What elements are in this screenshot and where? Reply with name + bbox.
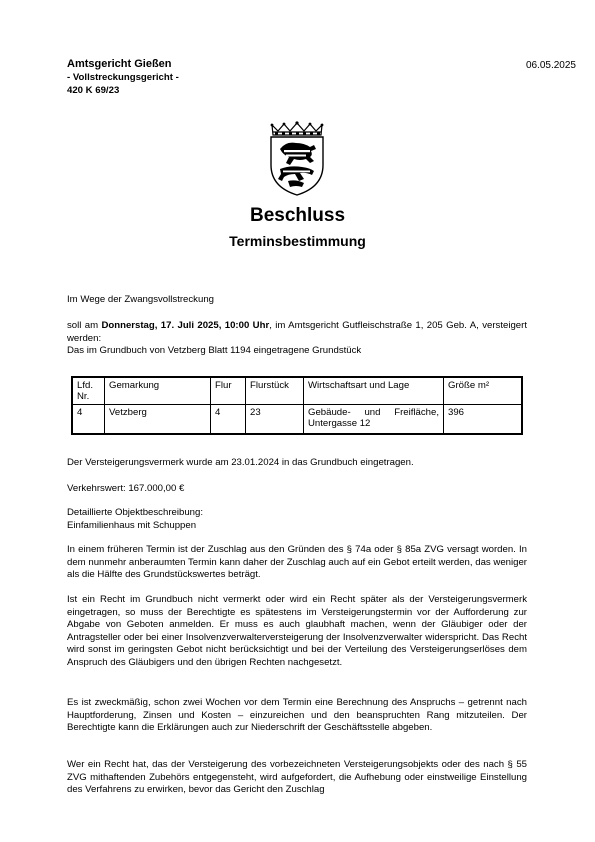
auction-statement <box>67 320 527 345</box>
auction-prefix: soll am <box>67 320 102 331</box>
case-number: 420 K 69/23 <box>67 85 120 96</box>
auction-object-line: Das im Grundbuch von Vetzberg Blatt 1194 eingetragene Grundstück <box>67 345 362 356</box>
paragraph-claim-calculation: Es ist zweckmäßig, schon zwei Wochen vor dem Termin eine Berechnung des Anspruchs – getrennt nach Hauptforderung, Zinsen und Kosten – einzureichen und den beanspruchten Rang mitzuteilen. Der Berechtigte kann die Erklärungen auch zur Niederschrift der Geschäftsstelle abgeben. <box>67 697 527 733</box>
paragraph-opposing-rights: Wer ein Recht hat, das der Versteigerung des vorbezeichneten Versteigerungsobjekts oder des nach § 55 ZVG mithaftenden Zubehörs entgegensteht, wird aufgefordert, die Aufhebung oder einstweilige Einstellung des Verfahrens zu erwirken, bevor das Gericht den Zuschlag <box>67 759 527 795</box>
market-value: Verkehrswert: 167.000,00 € <box>67 483 185 494</box>
description-text: Einfamilienhaus mit Schuppen <box>67 519 197 531</box>
object-description <box>67 507 527 532</box>
table-header-cell: Gemarkung <box>105 377 211 405</box>
intro-text: Im Wege der Zwangsvollstreckung <box>67 294 214 305</box>
auction-date-time: Donnerstag, 17. Juli 2025, 10:00 Uhr <box>101 320 270 331</box>
table-header-cell: Wirtschaftsart und Lage <box>304 377 444 405</box>
table-cell: Vetzberg <box>105 405 211 435</box>
table-cell: 4 <box>211 405 246 435</box>
table-header-cell: Lfd. Nr. <box>72 377 105 405</box>
table-cell: 4 <box>72 405 105 435</box>
property-table <box>71 376 523 435</box>
page-subtitle: Terminsbestimmung <box>229 233 366 249</box>
court-header <box>67 58 179 97</box>
table-row <box>72 405 522 435</box>
hesse-coat-of-arms-icon <box>266 121 328 197</box>
paragraph-rights-registration: Ist ein Recht im Grundbuch nicht vermerkt oder wird ein Recht später als der Versteigerungsvermerk eingetragen, so muss der Berechtigte es spätestens im Versteigerungstermin vor der Aufforderung zur Abgabe von Geboten anmelden. Er muss es auch glaubhaft machen, wenn der Gläubiger oder der Antragsteller oder bei einer Insolvenzverwalterversteigerung der Insolvenzverwalter widerspricht. Das Recht wird sonst im geringsten Gebot nicht berücksichtigt und bei der Verteilung des Versteigerungserlöses dem Anspruch des Gläubigers und den übrigen Rechten nachgesetzt. <box>67 594 527 668</box>
table-header-cell: Größe m² <box>444 377 523 405</box>
table-header-cell: Flurstück <box>246 377 304 405</box>
table-cell: 23 <box>246 405 304 435</box>
table-header-row <box>72 377 522 405</box>
table-cell: Gebäude- und Freifläche, Untergasse 12 <box>304 405 444 435</box>
document-date: 06.05.2025 <box>525 60 576 71</box>
court-department: - Vollstreckungsgericht - <box>67 72 179 83</box>
auction-suffix: , im Amtsgericht Gutfleischstraße 1, 205 Geb. A, versteigert werden: <box>67 320 527 344</box>
page-title: Beschluss <box>249 205 346 226</box>
paragraph-previous-term: In einem früheren Termin ist der Zuschlag aus den Gründen des § 74a oder § 85a ZVG versagt worden. In dem nunmehr anberaumten Termin kann daher der Zuschlag auch auf ein Gebot erteilt werden, das weniger als die Hälfte des Grundstückswertes beträgt. <box>67 544 527 580</box>
table-cell: 396 <box>444 405 523 435</box>
court-name: Amtsgericht Gießen <box>67 58 172 70</box>
table-header-cell: Flur <box>211 377 246 405</box>
register-note: Der Versteigerungsvermerk wurde am 23.01.2024 in das Grundbuch eingetragen. <box>67 457 414 468</box>
description-label: Detaillierte Objektbeschreibung: <box>67 507 203 518</box>
